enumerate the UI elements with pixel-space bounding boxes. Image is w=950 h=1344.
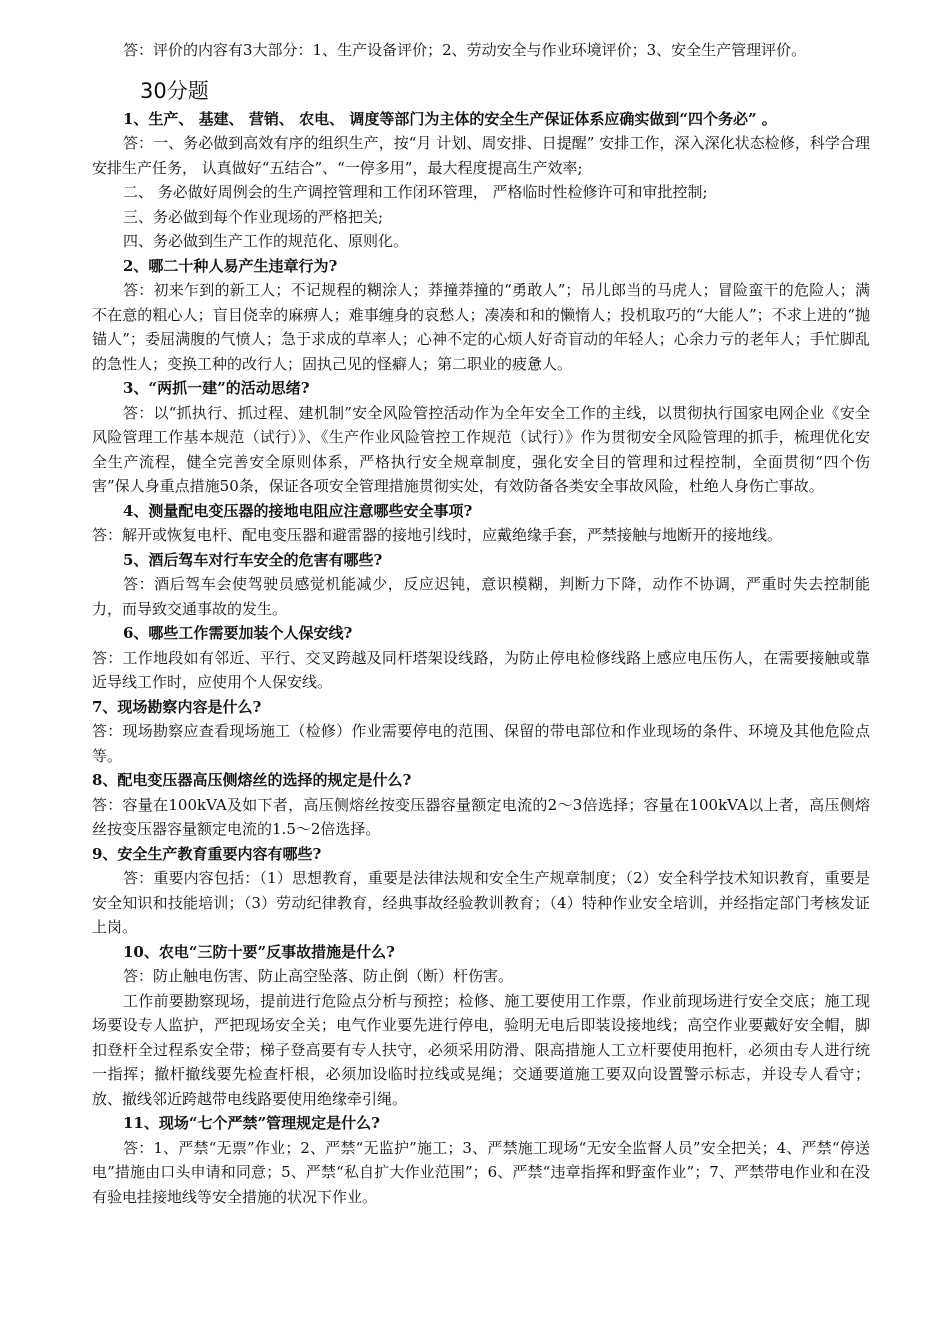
question-4: 4、测量配电变压器的接地电阻应注意哪些安全事项? xyxy=(123,501,473,520)
question-9: 9、安全生产教育重要内容有哪些? xyxy=(92,844,322,863)
question-8: 8、配电变压器高压侧熔丝的选择的规定是什么? xyxy=(92,771,412,789)
answer-1-part-2: 二、 务必做好周例会的生产调控管理和工作闭环管理， 严格临时性检修许可和审批控制; xyxy=(123,183,708,201)
answer-1-part-1: 答：一、务必做到高效有序的组织生产，按“月 计划、周安排、日提醒” 安排工作，深入深化状态检修，科学合理安排生产任务， 认真做好“五结合”、“一停多用”，最大程度提高生产效率; xyxy=(92,134,870,177)
question-5: 5、酒后驾车对行车安全的危害有哪些? xyxy=(123,550,383,569)
question-6: 6、哪些工作需要加装个人保安线? xyxy=(123,624,353,642)
question-10: 10、农电“三防十要”反事故措施是什么? xyxy=(123,942,395,961)
answer-10-part-1: 答：防止触电伤害、防止高空坠落、防止倒（断）杆伤害。 xyxy=(123,967,514,985)
answer-4: 答：解开或恢复电杆、配电变压器和避雷器的接地引线时，应戴绝缘手套，严禁接触与地断开的接地线。 xyxy=(92,526,783,544)
answer-1-part-4: 四、务必做到生产工作的规范化、原则化。 xyxy=(123,232,409,250)
answer-10-part-2: 工作前要勘察现场，提前进行危险点分析与预控；检修、施工要使用工作票，作业前现场进行安全交底；施工现场要设专人监护，严把现场安全关；电气作业要先进行停电，验明无电后即装设接地线；高空作业要戴好安全帽，脚扣登杆全过程系安全带；梯子登高要有专人扶守，必须采用防滑、限高措施人工立杆要使用抱杆，必须由专人进行统一指挥；撤杆撤线要先检查杆根，必须加设临时拉线或晃绳；交通要道施工要双向设置警示标志，并设专人看守；放、撤线邻近跨越带电线路要使用绝缘牵引绳。 xyxy=(92,991,870,1108)
answer-6: 答：工作地段如有邻近、平行、交叉跨越及同杆塔架设线路，为防止停电检修线路上感应电压伤人，在需要接触或靠近导线工作时，应使用个人保安线。 xyxy=(92,648,870,691)
question-7: 7、现场勘察内容是什么? xyxy=(92,697,262,716)
answer-3: 答：以“抓执行、抓过程、建机制”安全风险管控活动作为全年安全工作的主线，以贯彻执行国家电网企业《安全风险管理工作基本规范（试行）》、《生产作业风险管控工作规范（试行）》作为贯彻安全风险管理的抓手，梳理优化安全生产流程，健全完善安全原则体系，严格执行安全规章制度，强化安全目的管理和过程控制，全面贯彻“四个伤害”保人身重点措施50条，保证各项安全管理措施贯彻实处，有效防备各类安全事故风险，杜绝人身伤亡事故。 xyxy=(92,403,870,495)
question-1: 1、生产、 基建、 营销、 农电、 调度等部门为主体的安全生产保证体系应确实做到“四个务必” 。 xyxy=(123,109,777,128)
answer-9: 答：重要内容包括：（1）思想教育，重要是法律法规和安全生产规章制度；（2）安全科学技术知识教育，重要是安全知识和技能培训；（3）劳动纪律教育，经典事故经验教训教育；（4）特种作业安全培训，并经指定部门考核发证上岗。 xyxy=(92,869,870,936)
answer-1-part-3: 三、务必做到每个作业现场的严格把关; xyxy=(123,207,384,226)
question-11: 11、现场“七个严禁”管理规定是什么? xyxy=(123,1114,380,1132)
intro-answer: 答：评价的内容有3大部分：1、生产设备评价；2、劳动安全与作业环境评价；3、安全生产管理评价。 xyxy=(123,41,807,59)
answer-8: 答：容量在100kVA及如下者，高压侧熔丝按变压器容量额定电流的2～3倍选择；容量在100kVA以上者，高压侧熔丝按变压器容量额定电流的1.5～2倍选择。 xyxy=(92,795,870,838)
question-2: 2、哪二十种人易产生违章行为? xyxy=(123,256,338,275)
answer-2: 答：初来乍到的新工人；不记规程的糊涂人；莽撞莽撞的“勇敢人”；吊儿郎当的马虎人；冒险蛮干的危险人；满不在意的粗心人；盲目侥幸的麻痹人；难事缠身的哀愁人；凑凑和和的懒惰人；投机取巧的“大能人”；不求上进的“抛锚人”；委屈满腹的气愤人；急于求成的草率人；心神不定的心烦人好奇盲动的年轻人；心余力亏的老年人；手忙脚乱的急性人；变换工种的改行人；固执己见的怪癖人；第二职业的疲惫人。 xyxy=(92,281,870,373)
section-title: 30分题 xyxy=(140,78,209,103)
question-3: 3、“两抓一建”的活动思绪? xyxy=(123,379,310,397)
answer-5: 答：酒后驾车会使驾驶员感觉机能减少，反应迟钝，意识模糊，判断力下降，动作不协调，严重时失去控制能力，而导致交通事故的发生。 xyxy=(92,575,870,618)
answer-7: 答：现场勘察应查看现场施工（检修）作业需要停电的范围、保留的带电部位和作业现场的条件、环境及其他危险点等。 xyxy=(92,722,870,765)
answer-11: 答：1、严禁“无票”作业；2、严禁“无监护”施工；3、严禁施工现场“无安全监督人员”安全把关；4、严禁“停送电”措施由口头申请和同意；5、严禁“私自扩大作业范围”；6、严禁“违章指挥和野蛮作业”；7、严禁带电作业和在没有验电挂接地线等安全措施的状况下作业。 xyxy=(92,1138,870,1206)
